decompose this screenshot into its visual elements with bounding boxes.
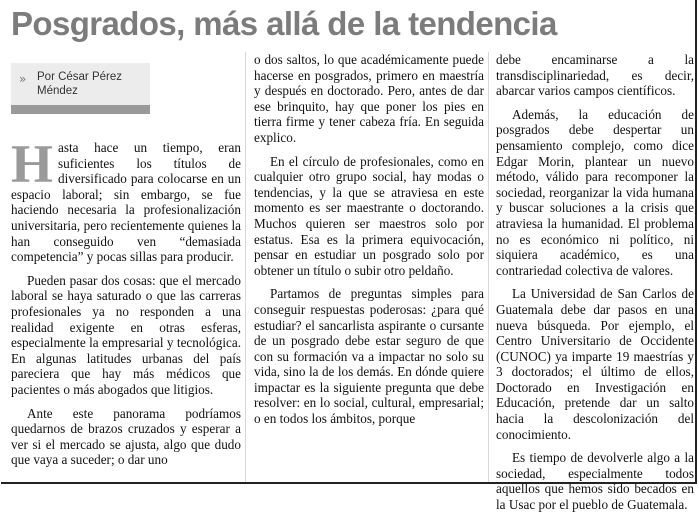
double-chevron-icon: » [19,72,27,86]
paragraph: Partamos de preguntas simples para conseguir respuestas poderosas: ¿para qué estudiar? el sancarlista aspirante o cursante de un posgrado debe estar seguro de que con su formación va a impactar no solo su vida, sino la de los demás. En dónde quiere impactar es la siguiente pregunta que debe resolver: en lo social, cultural, empresarial; o en todos los ámbitos, porque [254,286,484,427]
paragraph: Ante este panorama podríamos quedarnos de brazos cruzados y esperar a ver si el mercado se ajusta, algo que dudo que vaya a suceder; o dar uno [11,405,241,468]
column-divider [488,52,489,482]
drop-cap: H [11,134,54,194]
paragraph: debe encaminarse a la transdisciplinariedad, es decir, abarcar varios campos científicos. [496,52,694,99]
paragraph-text: asta hace un tiempo, eran suficientes los títulos de diversificado para colocarse en un espacio laboral; sin embargo, se fue haciendo necesaria la profesionalización universitaria, pero recientemente quienes la han conseguido ven “demasiada competencia” y pocas sillas para producir. [11,140,241,265]
paragraph [11,134,241,265]
column-3 [496,52,694,521]
paragraph: o dos saltos, lo que académicamente puede hacerse en posgrados, primero en maestría y después en doctorado. Pero, antes de dar ese brinquito, hay que poner los pies en tierra firme y tener cabeza fría. En seguida explico. [254,52,484,145]
paragraph: Es tiempo de devolverle algo a la sociedad, especialmente todos aquellos que hemos sido becados en la Usac por el pueblo de Guatemala. [496,450,694,513]
column-1 [11,134,241,476]
column-2 [254,52,484,435]
byline-bar [11,105,150,114]
article-title: Posgrados, más allá de la tendencia [11,5,557,42]
paragraph: Además, la educación de posgrados debe despertar un pensamiento complejo, como dice Edgar Morin, plantear un nuevo método, válido para recomponer la sociedad, reorganizar la vida humana y buscar soluciones a la crisis que atraviesa la humanidad. El problema no es económico ni político, ni siquiera académico, es una contrariedad colectiva de valores. [496,106,694,278]
byline: Por César Pérez Méndez [37,71,123,97]
paragraph: En el círculo de profesionales, como en cualquier otro grupo social, hay modas o tendencias, y la que se atraviesa en este momento es ser maestrante o doctorando. Muchos quieren ser maestros solo por estatus. Esa es la primera equivocación, pensar en estudiar un posgrado solo por obtener un título o subir otro peldaño. [254,153,484,278]
paragraph: Pueden pasar dos cosas: que el mercado laboral se haya saturado o que las carreras profesionales ya no responden a una realidad exigente en otras esferas, especialmente la empresarial y tecnológica. En algunas latitudes urbanas del país pareciera que hay más médicos que pacientes o más abogados que litigios. [11,272,241,397]
paragraph: La Universidad de San Carlos de Guatemala debe dar pasos en una nueva búsqueda. Por ejemplo, el Centro Universitario de Occidente (CUNOC) ya imparte 19 maestrías y 3 doctorados; el último de ellos, Doctorado en Investigación en Educación, pretende dar un salto hacia la descolonización del conocimiento. [496,286,694,442]
byline-box [11,63,150,114]
column-divider [245,52,246,482]
